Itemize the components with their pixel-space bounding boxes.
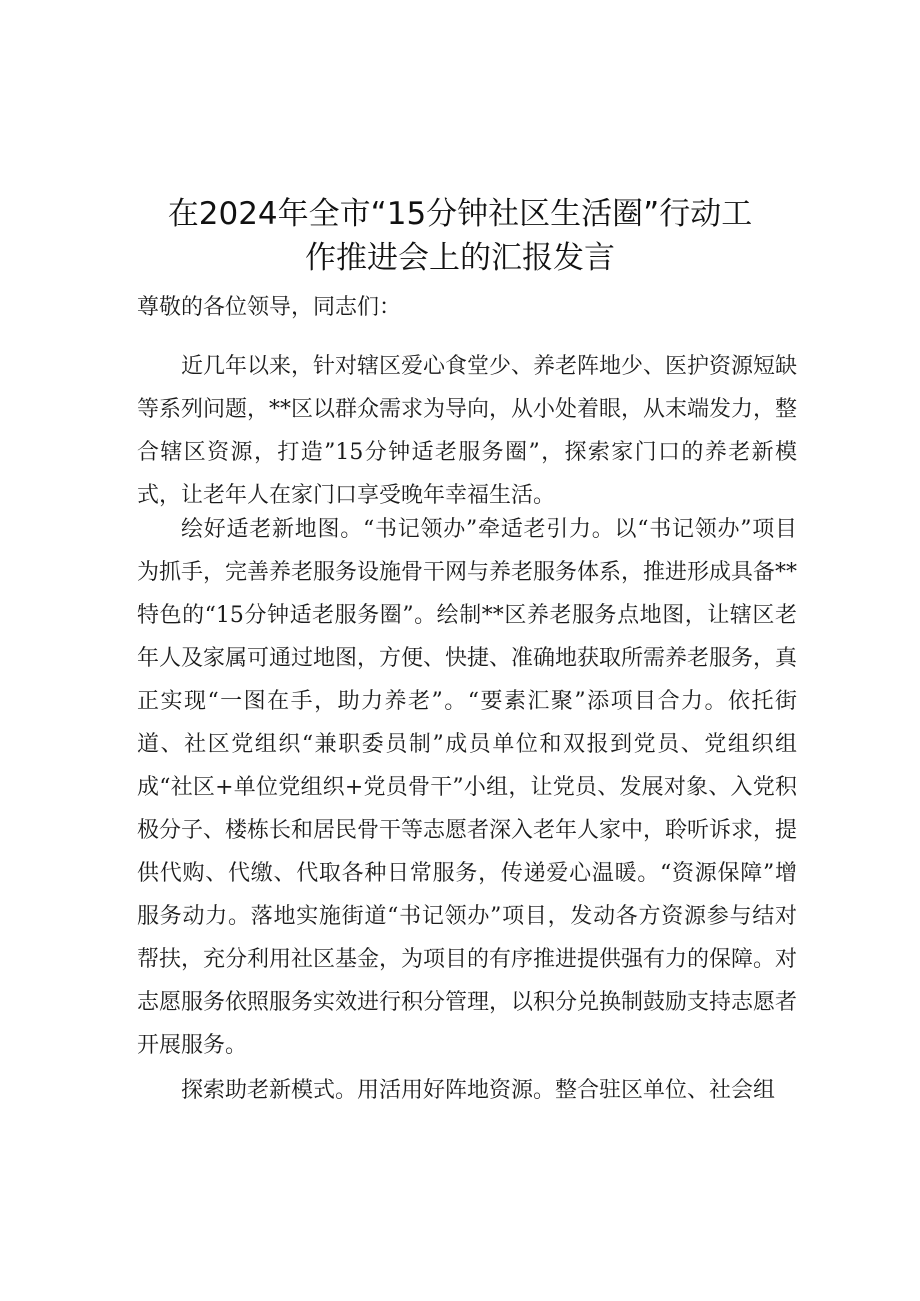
document-title — [150, 192, 770, 280]
title-line-1: 在2024年全市“15分钟社区生活圈”行动工 — [167, 196, 753, 232]
greeting: 尊敬的各位领导，同志们： — [137, 295, 402, 320]
paragraph-model: 探索助老新模式。用活用好阵地资源。整合驻区单位、社会组 — [181, 1078, 776, 1103]
title-line-2: 作推进会上的汇报发言 — [305, 240, 615, 276]
paragraph-map: 绘好适老新地图。“书记领办”牵适老引力。以“书记领办”项目为抓手，完善养老服务设施骨干网与养老服务体系，推进形成具备**特色的“15分钟适老服务圈”。绘制**区养老服务点地图，让辖区老年人及家属可通过地图，方便、快捷、准确地获取所需养老服务，真正实现“一图在手，助力养老”。“要素汇聚”添项目合力。依托街道、社区党组织“兼职委员制”成员单位和双报到党员、党组织组成“社区+单位党组织+党员骨干”小组，让党员、发展对象、入党积极分子、楼栋长和居民骨干等志愿者深入老年人家中，聆听诉求，提供代购、代缴、代取各种日常服务，传递爱心温暖。“资源保障”增服务动力。落地实施街道“书记领办”项目，发动各方资源参与结对帮扶，充分利用社区基金，为项目的有序推进提供强有力的保障。对志愿服务依照服务实效进行积分管理，以积分兑换制鼓励支持志愿者开展服务。 — [137, 517, 798, 1058]
paragraph-intro: 近几年以来，针对辖区爱心食堂少、养老阵地少、医护资源短缺等系列问题，**区以群众需求为导向，从小处着眼，从末端发力，整合辖区资源，打造”15分钟适老服务圈”，探索家门口的养老新模式，让老年人在家门口享受晚年幸福生活。 — [137, 354, 798, 508]
